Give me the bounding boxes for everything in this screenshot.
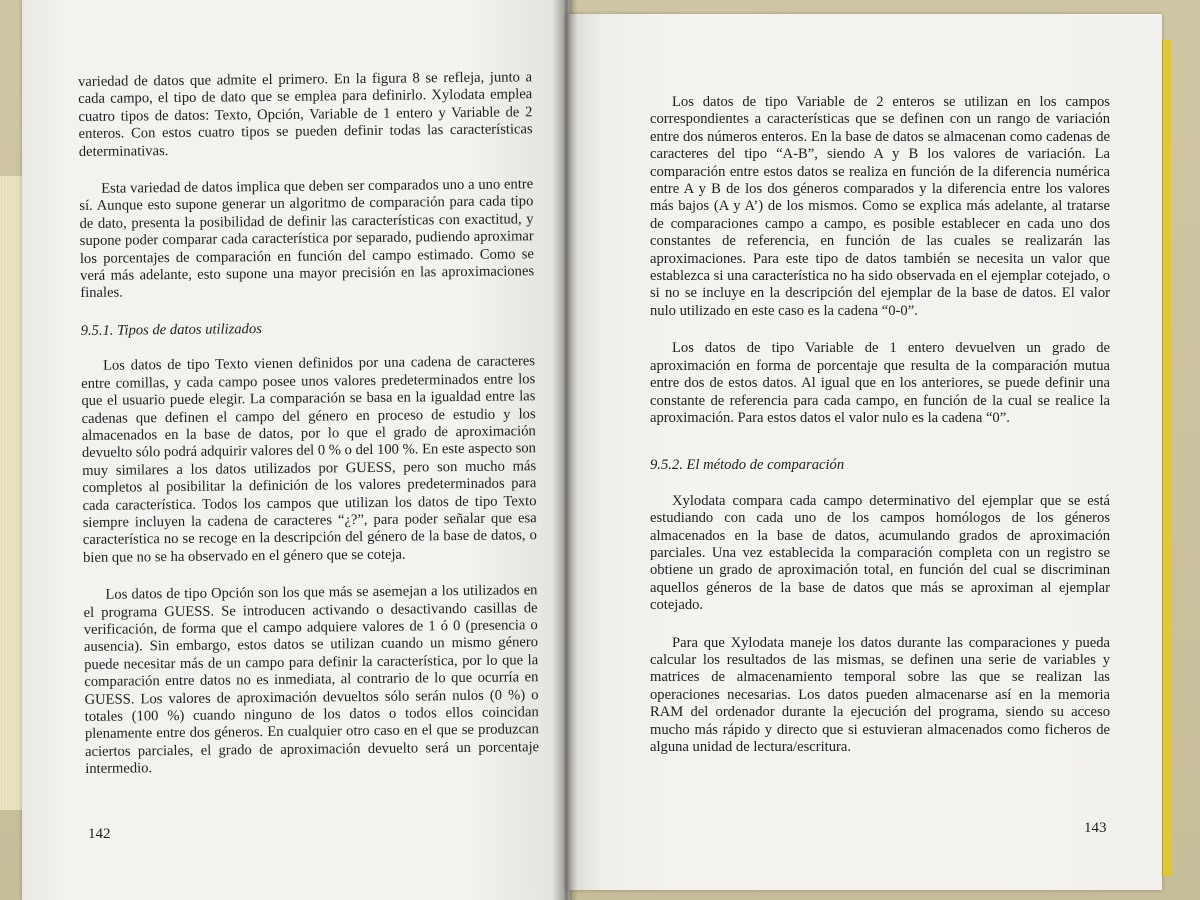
paragraph: Xylodata compara cada campo determinativo del ejemplar que se está estudiando con cada uno de los campos homólogos de los géneros almacenados en la base de datos, acumulando grados de aproximación parciales. Una vez establecida la comparación completa con un registro se obtiene un grado de aproximación total, en función del cual se discriminan aquellos géneros de la base de datos que más se aproximan al ejemplar cotejado. — [650, 492, 1110, 614]
paragraph: variedad de datos que admite el primero. En la figura 8 se refleja, junto a cada campo, el tipo de dato que se emplea para definirlo. Xylodata emplea cuatro tipos de datos: Texto, Opción, Variable de 1 entero y Variable de 2 enteros. Con estos cuatro tipos se pueden definir todas las características determinativas. — [78, 69, 533, 160]
section-heading: 9.5.1. Tipos de datos utilizados — [80, 320, 262, 339]
paragraph: Los datos de tipo Texto vienen definidos por una cadena de caracteres entre comillas, y cada campo posee unos valores predeterminados entre los que el usuario puede elegir. La comparación se basa en la igualdad entre las cadenas que definen el campo del género en proceso de estudio y los almacenados en la base de datos, por lo que el grado de aproximación devuelto sólo podrá adquirir valores del 0 % o del 100 %. En este aspecto son muy similares a los datos utilizados por GUESS, pero son mucho más completos al posibilitar la definición de los valores predeterminados para cada característica. Todos los campos que utilizan los datos de tipo Texto siempre incluyen la cadena de caracteres “¿?”, para poder señalar que esa característica no se recoge en la descripción del género de la base de datos, o bien que no se ha observado en el género que se coteja. — [81, 353, 537, 566]
page-number-right: 143 — [1084, 820, 1107, 836]
left-page-text — [78, 69, 540, 798]
paragraph: Los datos de tipo Variable de 2 enteros se utilizan en los campos correspondientes a características que se definen con un rango de variación entre dos números enteros. En la base de datos se almacenan como cadenas de caracteres del tipo “A-B”, siendo A y B los valores de variación. La comparación entre estos datos se realiza en función de la diferencia numérica entre A y B de los dos géneros comparados y la diferencia entre los valores más bajos (A y A’) de los mismos. Como se explica más adelante, al tratarse de comparaciones campo a campo, es posible establecer en cada uno dos constantes de referencia, en función de las cuales se realizarán las aproximaciones. Para este tipo de datos también se necesita un valor que establezca si una característica no ha sido observada en el ejemplar cotejado, o si no se incluye en la descripción del ejemplar de la base de datos. El valor nulo utilizado en este caso es la cadena “0-0”. — [650, 94, 1110, 319]
right-page-text — [650, 94, 1110, 776]
book-spine — [552, 0, 578, 900]
section-heading: 9.5.2. El método de comparación — [650, 457, 845, 474]
paragraph: Los datos de tipo Variable de 1 entero devuelven un grado de aproximación en forma de porcentaje que resulta de la comparación mutua entre dos de estos datos. Al igual que en los anteriores, se puede definir una constante de referencia para cada campo, en función de la cual se realice la aproximación. Para estos datos el valor nulo es la cadena “0”. — [650, 340, 1110, 426]
page-number-left: 142 — [88, 826, 111, 842]
paragraph: Los datos de tipo Opción son los que más se asemejan a los utilizados en el programa GUESS. Se introducen activando o desactivando casillas de verificación, de forma que el campo adquiere valores de 1 ó 0 (presencia o ausencia). Sin embargo, estos datos se utilizan cuando un mismo género puede necesitar más de un campo para definir la característica, por lo que la comparación entre datos no es inmediata, al contrario de lo que ocurría en GUESS. Los valores de aproximación devueltos sólo serán nulos (0 %) o totales (100 %) cuando ninguno de los datos o todos ellos coincidan plenamente entre dos géneros. En cualquier otro caso en el que se produzcan aciertos parciales, el grado de aproximación devuelto será un porcentaje intermedio. — [83, 582, 540, 778]
paragraph: Esta variedad de datos implica que deben ser comparados uno a uno entre sí. Aunque esto supone generar un algoritmo de comparación para cada tipo de dato, presenta la posibilidad de definir las características con exactitud, y supone poder comparar cada característica por separado, pudiendo aproximar los porcentajes de comparación en función del campo estimado. Como se verá más adelante, esto supone una mayor precisión en las aproximaciones finales. — [79, 176, 535, 302]
paragraph: Para que Xylodata maneje los datos durante las comparaciones y pueda calcular los resultados de las mismas, se definen una serie de variables y matrices de almacenamiento temporal sobre las que se realizan las operaciones necesarias. Los datos pueden almacenarse así en la memoria RAM del ordenador durante la ejecución del programa, siendo su acceso mucho más rápido y directo que si estuvieran almacenados como ficheros de alguna unidad de lectura/escritura. — [650, 634, 1110, 755]
book-cover-edge — [1162, 40, 1171, 876]
